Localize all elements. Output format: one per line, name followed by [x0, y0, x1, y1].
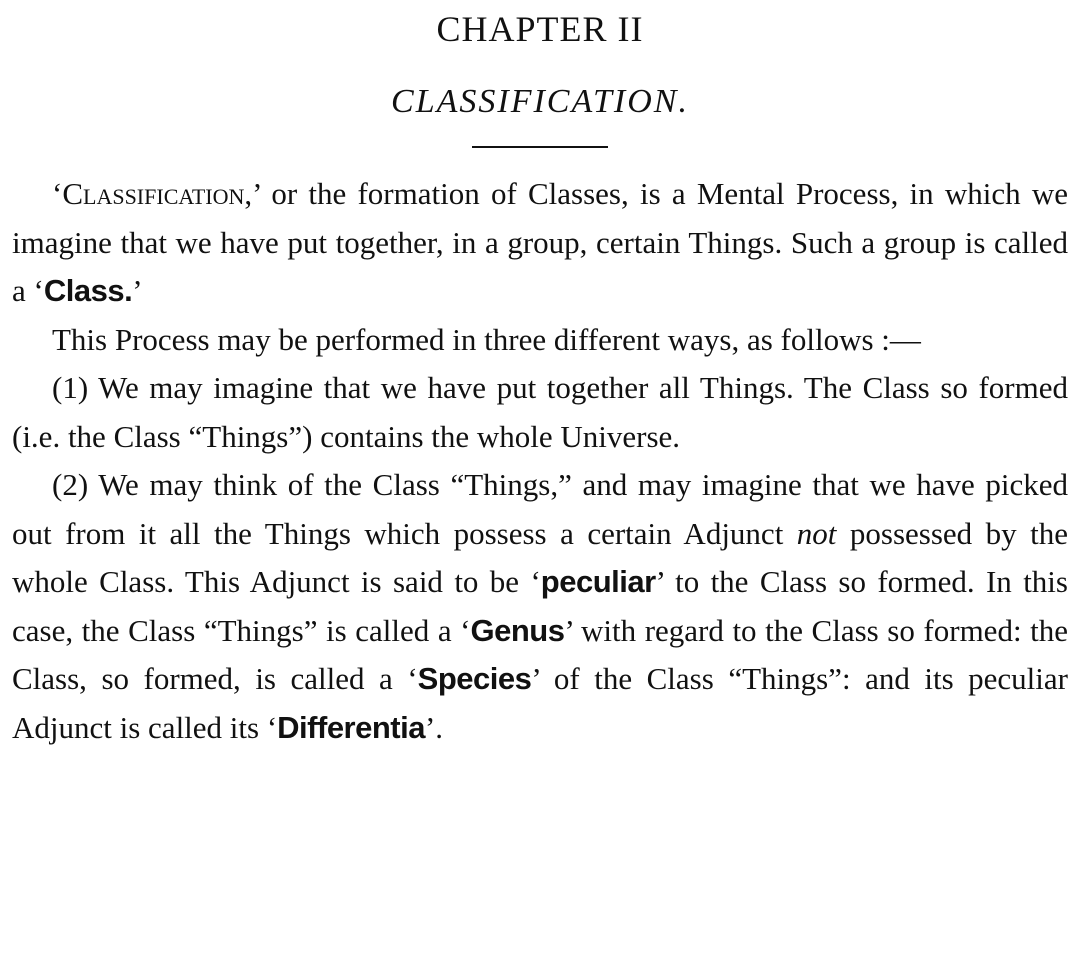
term-peculiar: peculiar	[540, 564, 656, 599]
word-not: not	[796, 515, 837, 551]
p4-part4: ’ with regard to the Class so formed: the Class, so formed, is called a ‘	[12, 612, 1068, 696]
chapter-title: CLASSIFICATION.	[391, 83, 689, 120]
term-differentia: Differentia	[277, 709, 425, 745]
paragraph-process: This Process may be performed in three different ways, as follows :—	[52, 321, 921, 357]
p4-part1: (2) We may think of the Class “Things,” and may imagine that we have picked out from it all the Things which possess a certain Adjunct	[12, 467, 1068, 551]
p4-part2: possessed by the whole Class. This Adjunct is said to be ‘	[12, 515, 1069, 599]
paragraph-way-two	[12, 461, 1068, 752]
title-rule	[472, 146, 608, 148]
p4-part5: ’ of the Class “Things”: and its peculiar Adjunct is called its ‘	[12, 661, 1068, 745]
term-class: Class.	[43, 273, 133, 308]
term-genus: Genus	[470, 612, 565, 648]
p1-close: ’	[132, 273, 143, 308]
term-species: Species	[417, 661, 532, 696]
chapter-heading: CHAPTER II	[436, 9, 644, 49]
paragraph-way-one: (1) We may imagine that we have put together all Things. The Class so formed (i.e. the Class “Things”) contains the whole Universe.	[12, 370, 1068, 454]
p4-part6: ’.	[424, 709, 444, 745]
term-classification: Classification	[62, 176, 245, 211]
p1-text: ,’ or the formation of Classes, is a Mental Process, in which we imagine that we have put together, in a group, certain Things. Such a group is called a ‘	[12, 176, 1068, 308]
paragraph-classification	[12, 170, 1068, 316]
p4-part3: ’ to the Class so formed. In this case, the Class “Things” is called a ‘	[12, 564, 1068, 648]
open-quote: ‘	[52, 176, 63, 211]
